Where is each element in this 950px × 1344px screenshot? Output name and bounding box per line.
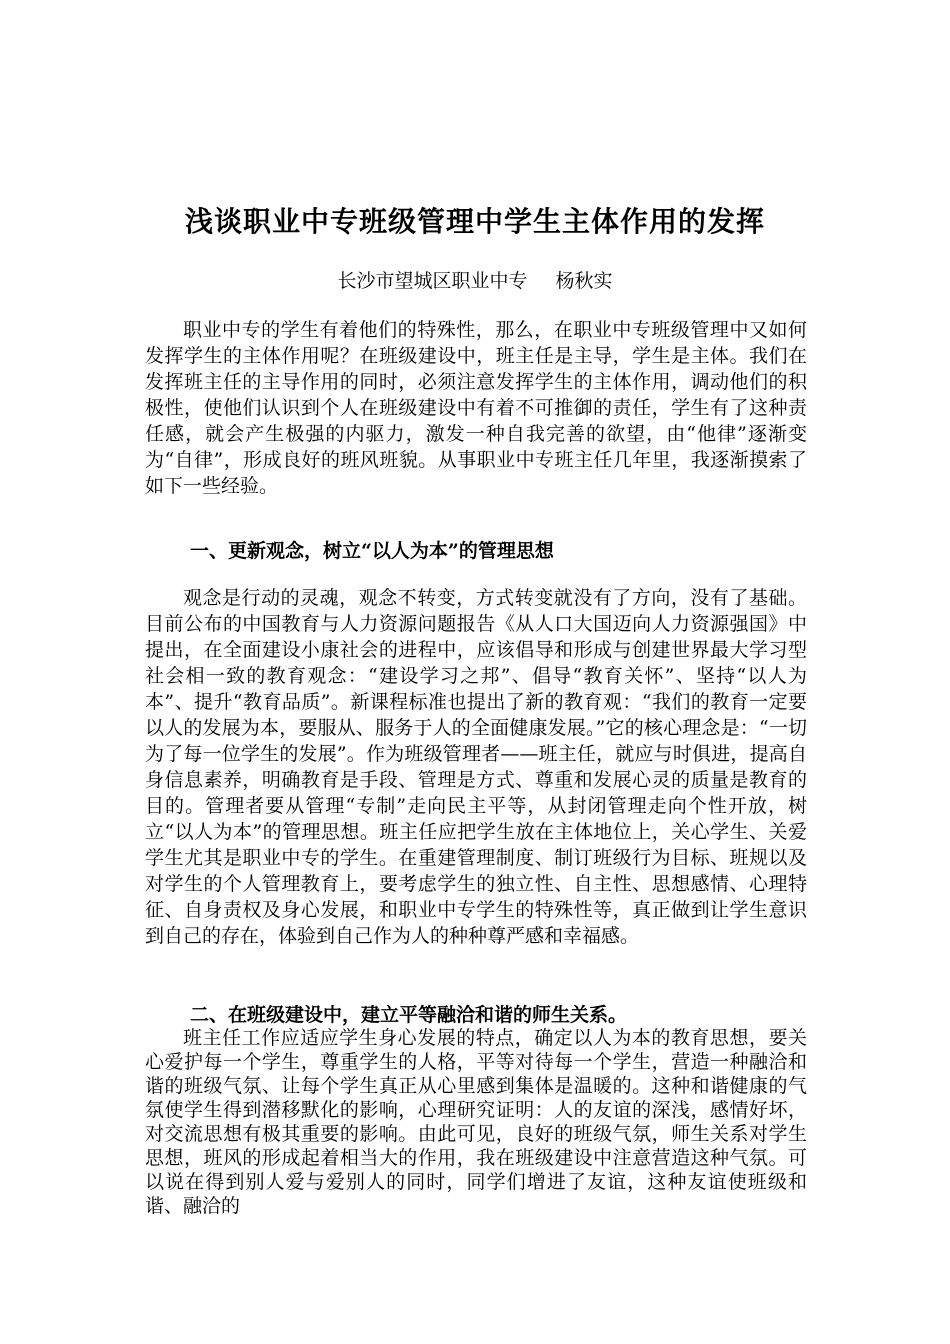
author-organization: 长沙市望城区职业中专 (337, 270, 528, 292)
section-heading-2: 二、在班级建设中，建立平等融洽和谐的师生关系。 (190, 1004, 628, 1026)
section-2-paragraph: 班主任工作应适应学生身心发展的特点，确定以人为本的教育思想，要关心爱护每一个学生，尊重学生的人格，平等对待每一个学生，营造一种融洽和谐的班级气氛、让每个学生真正从心里感到集体是温暖的。这种和谐健康的气氛使学生得到潜移默化的影响，心理研究证明：人的友谊的深浅，感情好坏，对交流思想有极其重要的影响。由此可见，良好的班级气氛，师生关系对学生思想，班风的形成起着相当大的作用，我在班级建设中注意营造这种气氛。可以说在得到别人爱与爱别人的同时，同学们增进了友谊，这种友谊使班级和谐、融洽的 (145, 1027, 807, 1217)
author-byline (0, 266, 950, 296)
intro-paragraph: 职业中专的学生有着他们的特殊性，那么，在职业中专班级管理中又如何发挥学生的主体作用呢？在班级建设中，班主任是主导，学生是主体。我们在发挥班主任的主导作用的同时，必须注意发挥学生的主体作用，调动他们的积极性，使他们认识到个人在班级建设中有着不可推御的责任，学生有了这种责任感，就会产生极强的内驱力，激发一种自我完善的欲望，由“他律”逐渐变为“自律”，形成良好的班风班貌。从事职业中专班主任几年里，我逐渐摸索了如下一些经验。 (145, 319, 807, 497)
author-name: 杨秋实 (555, 270, 613, 292)
section-heading-1: 一、更新观念，树立“以人为本”的管理思想 (190, 540, 554, 562)
document-title: 浅谈职业中专班级管理中学生主体作用的发挥 (184, 205, 765, 238)
section-1-paragraph: 观念是行动的灵魂，观念不转变，方式转变就没有了方向，没有了基础。目前公布的中国教育与人力资源问题报告《从人口大国迈向人力资源强国》中提出，在全面建设小康社会的进程中，应该倡导和形成与创建世界最大学习型社会相一致的教育观念：“建设学习之邦”、倡导“教育关怀”、坚持“以人为本”、提升“教育品质”。新课程标准也提出了新的教育观：“我们的教育一定要以人的发展为本，要服从、服务于人的全面健康发展。”它的核心理念是：“一切为了每一位学生的发展”。作为班级管理者——班主任，就应与时俱进，提高自身信息素养，明确教育是手段、管理是方式、尊重和发展心灵的质量是教育的目的。管理者要从管理“专制”走向民主平等，从封闭管理走向个性开放，树立“以人为本”的管理思想。班主任应把学生放在主体地位上，关心学生、关爱学生尤其是职业中专的学生。在重建管理制度、制订班级行为目标、班规以及对学生的个人管理教育上，要考虑学生的独立性、自主性、思想感情、心理特征、自身责权及身心发展，和职业中专学生的特殊性等，真正做到让学生意识到自己的存在，体验到自己作为人的种种尊严感和幸福感。 (145, 587, 807, 947)
